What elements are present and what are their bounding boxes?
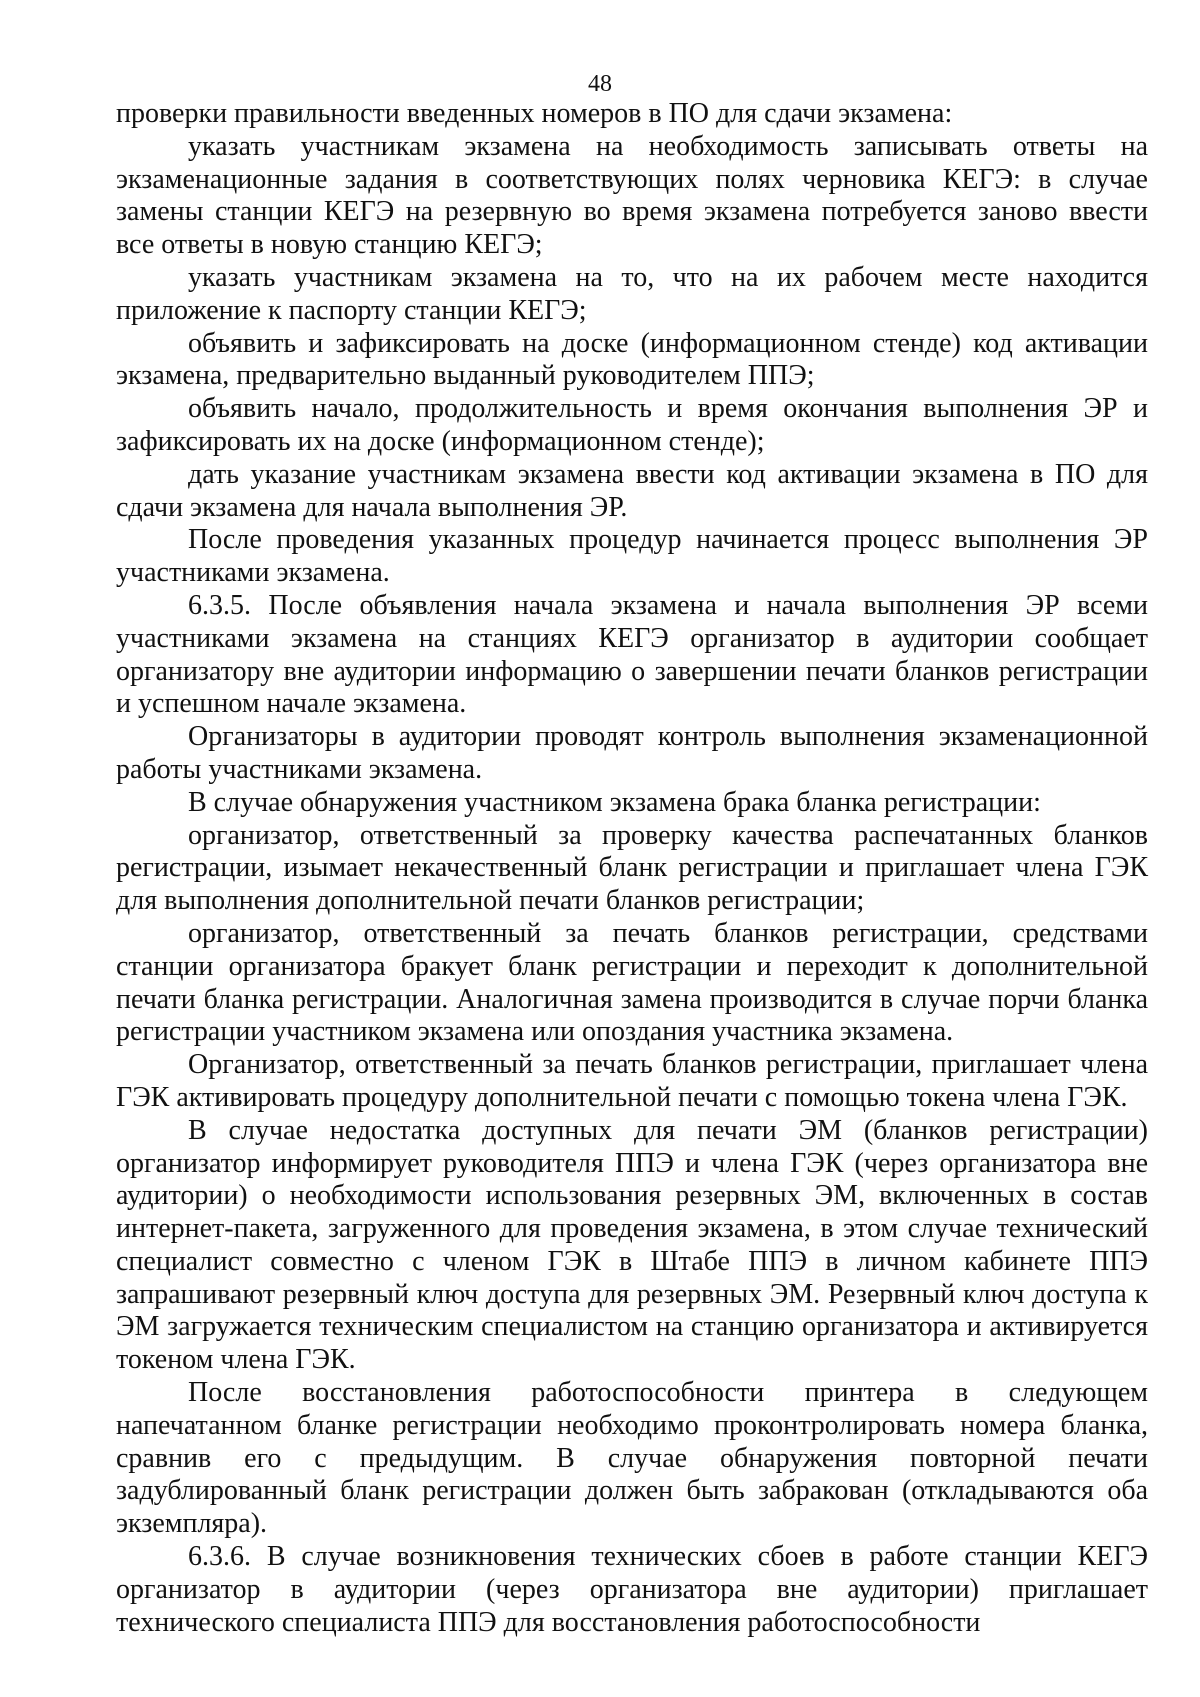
paragraph: объявить начало, продолжительность и время окончания выполнения ЭР и зафиксировать их на доске (информационном стенде); [116, 393, 1148, 457]
paragraph: В случае обнаружения участником экзамена брака бланка регистрации: [188, 786, 1041, 818]
paragraph: После восстановления работоспособности принтера в следующем напечатанном бланке регистрации необходимо проконтролировать номера бланка, сравнив его с предыдущим. В случае обнаружения повторной печати задублированный бланк регистрации должен быть забракован (откладываются оба экземпляра). [116, 1377, 1148, 1540]
paragraph: В случае недостатка доступных для печати ЭМ (бланков регистрации) организатор информирует руководителя ППЭ и члена ГЭК (через организатора вне аудитории) о необходимости использования резервных ЭМ, включенных в состав интернет-пакета, загруженного для проведения экзамена, в этом случае технический специалист совместно с членом ГЭК в Штабе ППЭ в личном кабинете ППЭ запрашивают резервный ключ доступа для резервных ЭМ. Резервный ключ доступа к ЭМ загружается техническим специалистом на станцию организатора и активируется токеном члена ГЭК. [116, 1114, 1148, 1376]
section-paragraph-6-3-6: 6.3.6. В случае возникновения технических сбоев в работе станции КЕГЭ организатор в аудитории (через организатора вне аудитории) приглашает технического специалиста ППЭ для восстановления работоспособности [116, 1541, 1148, 1638]
paragraph: Организатор, ответственный за печать бланков регистрации, приглашает члена ГЭК активировать процедуру дополнительной печати с помощью токена члена ГЭК. [116, 1049, 1148, 1113]
paragraph: После проведения указанных процедур начинается процесс выполнения ЭР участниками экзамена. [116, 524, 1148, 589]
page-number: 48 [588, 71, 612, 97]
paragraph: организатор, ответственный за проверку качества распечатанных бланков регистрации, изымает некачественный бланк регистрации и приглашает члена ГЭК для выполнения дополнительной печати бланков регистрации; [116, 819, 1148, 917]
paragraph: указать участникам экзамена на то, что на их рабочем месте находится приложение к паспорту станции КЕГЭ; [116, 261, 1148, 326]
paragraph: дать указание участникам экзамена ввести код активации экзамена в ПО для сдачи экзамена для начала выполнения ЭР. [116, 458, 1148, 523]
paragraph: проверки правильности введенных номеров в ПО для сдачи экзамена: [116, 98, 953, 129]
paragraph: указать участникам экзамена на необходимость записывать ответы на экзаменационные задания в соответствующих полях черновика КЕГЭ: в случае замены станции КЕГЭ на резервную во время экзамена потребуется заново ввести все ответы в новую станцию КЕГЭ; [116, 130, 1148, 261]
paragraph: Организаторы в аудитории проводят контроль выполнения экзаменационной работы участниками экзамена. [116, 721, 1148, 785]
section-paragraph-6-3-5: 6.3.5. После объявления начала экзамена и начала выполнения ЭР всеми участниками экзамена на станциях КЕГЭ организатор в аудитории сообщает организатору вне аудитории информацию о завершении печати бланков регистрации и успешном начале экзамена. [116, 589, 1148, 720]
document-body [116, 98, 1148, 1639]
paragraph: объявить и зафиксировать на доске (информационном стенде) код активации экзамена, предварительно выданный руководителем ППЭ; [116, 327, 1148, 392]
paragraph: организатор, ответственный за печать бланков регистрации, средствами станции организатора бракует бланк регистрации и переходит к дополнительной печати бланка регистрации. Аналогичная замена производится в случае порчи бланка регистрации участником экзамена или опоздания участника экзамена. [116, 917, 1148, 1048]
